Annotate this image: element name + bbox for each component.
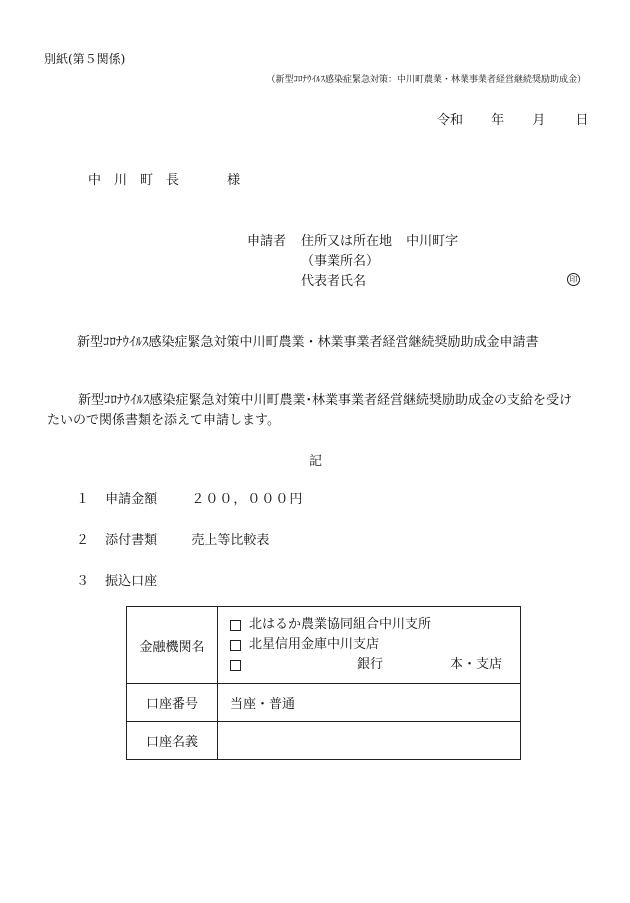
item-value: 売上等比較表 <box>191 533 270 548</box>
bank-option[interactable] <box>230 615 520 635</box>
bank-option-other[interactable] <box>230 655 502 675</box>
document-title: 新型ｺﾛﾅｳｲﾙｽ感染症緊急対策中川町農業・林業事業者経営継続奨励助成金申請書 <box>77 335 539 350</box>
item-label: 振込口座 <box>105 574 158 589</box>
day-label: 日 <box>575 113 589 128</box>
item-number: １ <box>76 492 90 507</box>
address-line <box>301 230 458 249</box>
form-reference: 別紙(第５関係) <box>44 52 126 66</box>
body-line-1: 新型ｺﾛﾅｳｲﾙｽ感染症緊急対策中川町農業･林業事業者経営継続奨励助成金の支給を受け <box>78 393 573 408</box>
table-row <box>127 722 521 760</box>
bank-option-label: 北星信用金庫中川支店 <box>249 637 380 652</box>
item-number: ３ <box>76 574 90 589</box>
item-attachments <box>76 529 269 548</box>
bank-option-label: 北はるか農業協同組合中川支所 <box>249 617 432 632</box>
account-type[interactable]: 当座・普通 <box>218 684 521 722</box>
branch-suffix: 本・支店 <box>449 657 502 672</box>
seal-mark <box>567 271 580 286</box>
addressee-name: 中 川 町 長 <box>88 173 180 188</box>
checkbox-icon[interactable] <box>230 640 241 651</box>
address-label: 住所又は所在地 <box>301 234 393 249</box>
representative-label: 代表者氏名 <box>301 274 367 289</box>
checkbox-icon[interactable] <box>230 620 241 631</box>
bank-account-table <box>126 606 521 760</box>
form-subtitle: （新型ｺﾛﾅｳｲﾙｽ感染症緊急対策：中川町農業・林業事業者経営継続奨励助成金） <box>266 75 586 85</box>
ki-marker: 記 <box>309 454 323 469</box>
account-name-label: 口座名義 <box>127 722 218 760</box>
institution-options <box>218 607 521 684</box>
table-row <box>127 684 521 722</box>
item-number: ２ <box>76 533 90 548</box>
business-name-label: （事業所名） <box>301 254 380 269</box>
item-label: 添付書類 <box>105 533 158 548</box>
addressee <box>88 169 240 188</box>
body-line-2: たいので関係書類を添えて申請します。 <box>47 413 280 428</box>
month-label: 月 <box>532 113 546 128</box>
item-transfer-account <box>76 570 157 589</box>
date-line <box>437 109 588 128</box>
bank-option[interactable] <box>230 635 520 655</box>
era-label: 令和 <box>437 113 464 128</box>
address-value: 中川町字 <box>406 234 459 249</box>
applicant-label: 申請者 <box>247 234 287 249</box>
institution-label: 金融機関名 <box>127 607 218 684</box>
checkbox-icon[interactable] <box>230 660 241 671</box>
account-name-field[interactable] <box>218 722 521 760</box>
table-row <box>127 607 521 684</box>
addressee-honorific: 様 <box>227 173 241 188</box>
seal-icon: 印 <box>567 273 580 286</box>
item-label: 申請金額 <box>105 492 158 507</box>
item-amount <box>76 488 303 507</box>
year-label: 年 <box>491 113 505 128</box>
item-value: ２００，０００円 <box>191 492 304 507</box>
account-number-label: 口座番号 <box>127 684 218 722</box>
bank-suffix: 銀行 <box>357 657 384 672</box>
